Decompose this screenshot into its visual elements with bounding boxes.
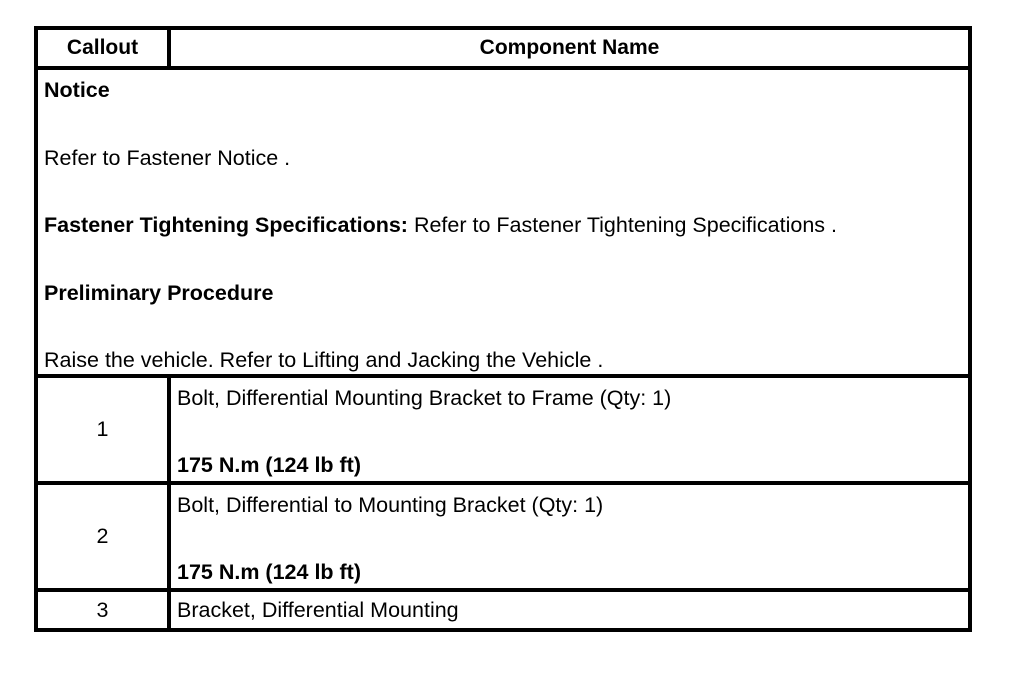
preliminary-procedure-text: Raise the vehicle. Refer to Lifting and Jacking the Vehicle . [44,348,604,372]
callout-number: 3 [36,590,169,630]
notice-heading: Notice [44,78,110,102]
table-header-row [36,28,970,68]
torque-spec: 175 N.m (124 lb ft) [177,453,361,477]
notice-row [36,68,970,376]
tightening-spec-label: Fastener Tightening Specifications: [44,213,408,237]
table-row [36,376,970,483]
table-row [36,483,970,590]
callout-number: 1 [36,376,169,483]
preliminary-procedure-heading: Preliminary Procedure [44,281,274,305]
component-table [34,26,972,632]
callout-column-header: Callout [36,28,169,68]
component-name: Bracket, Differential Mounting [169,590,970,630]
callout-number: 2 [36,483,169,590]
torque-spec: 175 N.m (124 lb ft) [177,560,361,584]
component-name-cell [169,483,970,590]
fastener-notice-text: Refer to Fastener Notice . [44,146,291,170]
component-name: Bolt, Differential to Mounting Bracket (Qty: 1) [177,493,604,517]
component-name-cell [169,376,970,483]
table-row [36,590,970,630]
component-name-column-header: Component Name [169,28,970,68]
component-name: Bolt, Differential Mounting Bracket to Frame (Qty: 1) [177,386,672,410]
tightening-spec-line [44,214,962,236]
notice-cell [36,68,970,376]
tightening-spec-text: Refer to Fastener Tightening Specifications . [407,213,838,237]
